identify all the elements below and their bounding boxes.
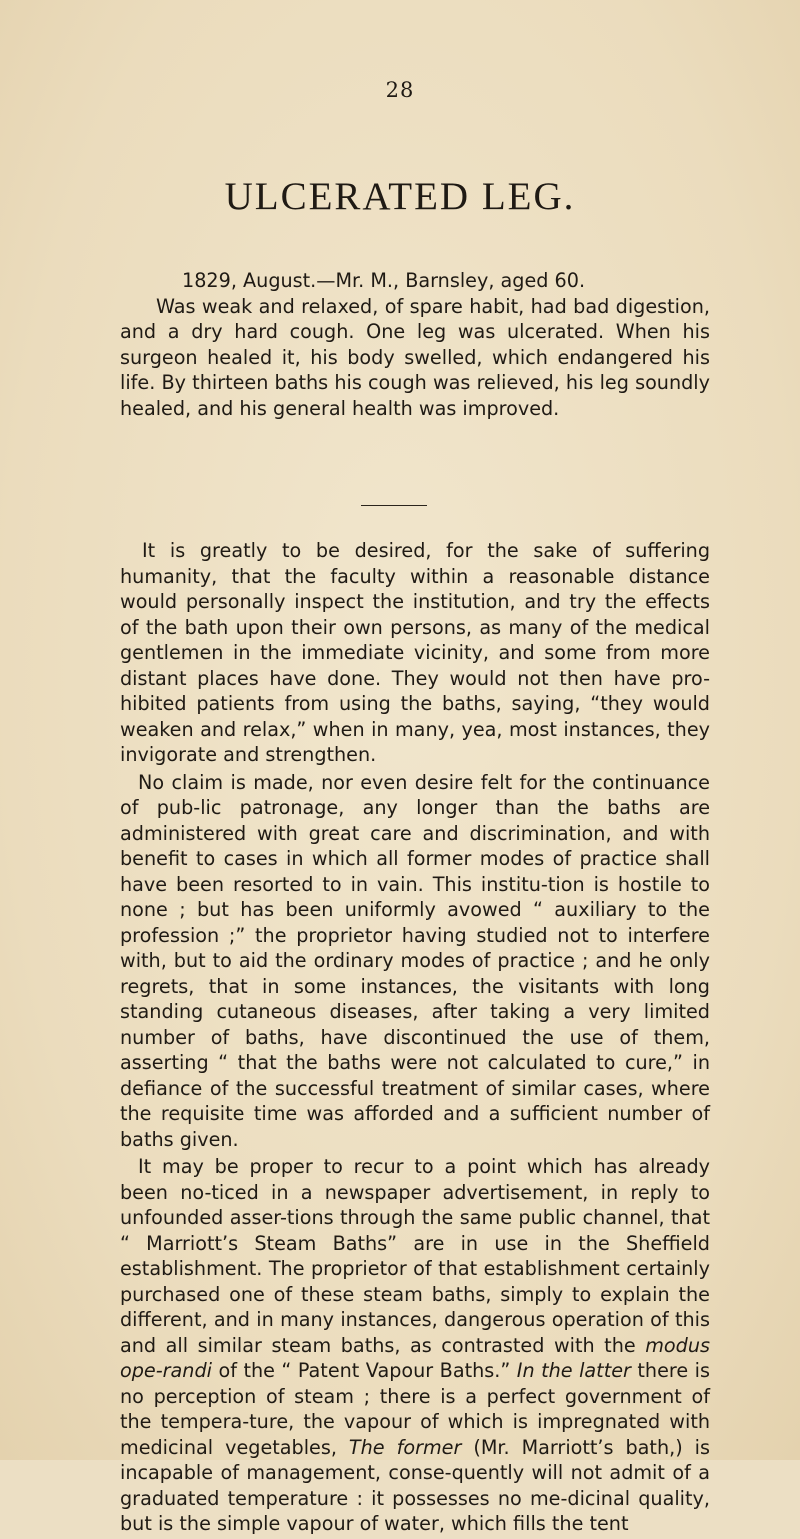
section-title: ULCERATED LEG.: [224, 175, 576, 218]
paragraph-patronage: No claim is made, nor even desire felt for the continuance of pub-lic patronage, any longer than the baths are administered with great care and discrimination, and with benefit to cases in which all former modes of practice shall have been resorted to in vain. This institu-tion is hostile to none ; but has been uniformly avowed “ auxiliary to the profession ;” the proprietor having studied not to interfere with, but to aid the ordinary modes of practice ; and he only regrets, that in some instances, the visitants with long standing cutaneous diseases, after taking a very limited number of baths, have discontinued the use of them, asserting “ that the baths were not calculated to cure,” in defiance of the successful treatment of similar cases, where the requisite time was afforded and a sufficient number of baths given.: [120, 770, 710, 1151]
paragraph-marriott-part-c: there is no perception of steam ; there is a perfect government of the tempera-ture, the vapour of which is impregnated with medicinal vegetables,: [120, 1359, 710, 1459]
page-number: 28: [385, 78, 415, 102]
case-entry: [120, 268, 710, 421]
modus-operandi-phrase: modus ope-randi: [120, 1333, 710, 1382]
case-report: [120, 268, 710, 421]
paragraph-marriott: [120, 1154, 710, 1537]
paragraph-marriott-part-d: (Mr. Marriott’s bath,) is incapable of management, conse-quently will not admit of a graduated temperature : it possesses no me-dicinal quality, but is the simple vapour of water, which fills the tent: [120, 1435, 711, 1535]
section-divider: [361, 505, 427, 506]
case-date-line: 1829, August.—Mr. M., Barnsley, aged 60.: [182, 269, 586, 292]
case-description: Was weak and relaxed, of spare habit, had bad digestion, and a dry hard cough. One leg was ulcerated. When his surgeon healed it, his body swelled, which endangered his life. By thirteen baths his cough was relieved, his leg soundly healed, and his general health was improved.: [120, 294, 710, 420]
paragraph-faculty: It is greatly to be desired, for the sake of suffering humanity, that the faculty within a reasonable distance would personally inspect the institution, and try the effects of the bath upon their own persons, as many of the medical gentlemen in the immediate vicinity, and some from more distant places have done. They would not then have pro-hibited patients from using the baths, saying, “they would weaken and relax,” when in many, yea, most instances, they invigorate and strengthen.: [120, 539, 710, 766]
paragraph-marriott-part-b: of the “ Patent Vapour Baths.”: [211, 1359, 517, 1382]
paragraph-marriott-part-a: It may be proper to recur to a point which has already been no-ticed in a newspaper advertisement, in reply to unfounded asser-tions through the same public channel, that “ Marriott’s Steam Baths” are in use in the Sheffield establishment. The proprietor of that establishment certainly purchased one of these steam baths, simply to explain the different, and in many instances, dangerous operation of this and all similar steam baths, as contrasted with the: [120, 1155, 710, 1357]
the-former-phrase: The former: [348, 1435, 462, 1459]
body-text: [120, 538, 710, 1539]
in-the-latter-phrase: In the latter: [516, 1359, 631, 1382]
